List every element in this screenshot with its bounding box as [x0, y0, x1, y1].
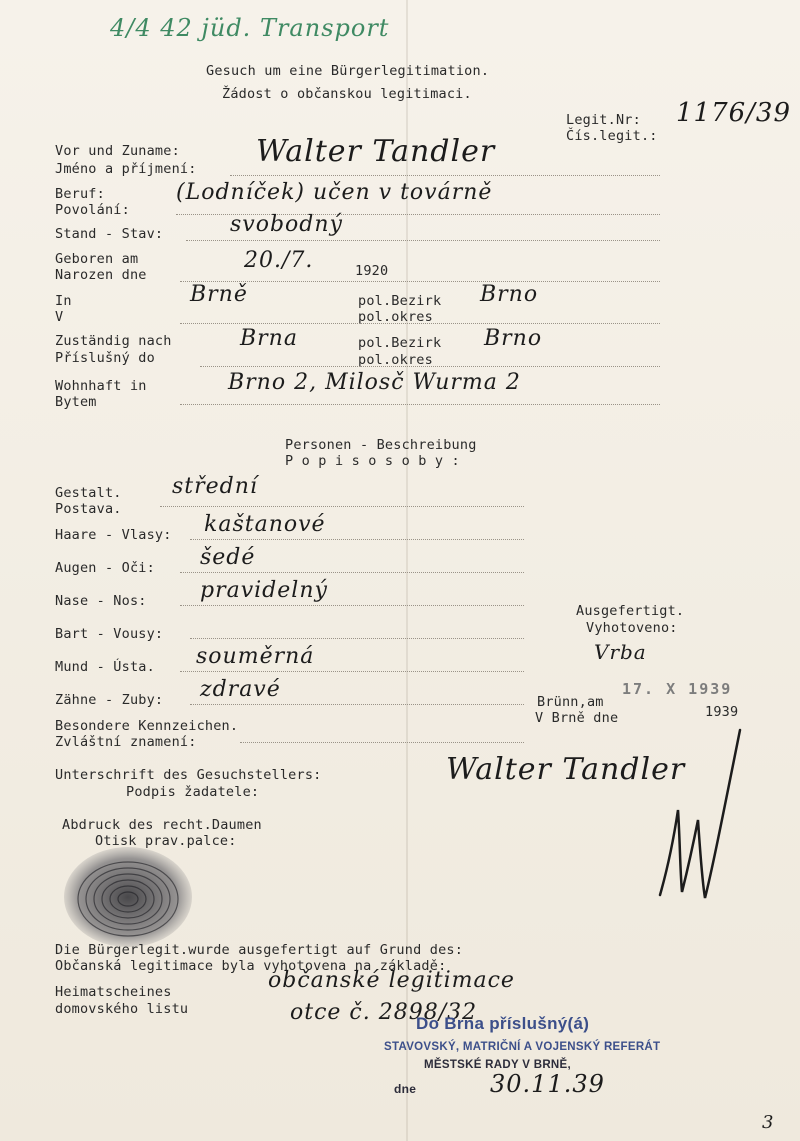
- description-title-cz: P o p i s o s o b y :: [285, 453, 460, 469]
- page-number: 3: [762, 1112, 775, 1133]
- birthplace-label-cz: V: [55, 309, 64, 325]
- mund-label: Mund - Ústa.: [55, 659, 155, 675]
- bart-label: Bart - Vousy:: [55, 626, 164, 642]
- occupation-value: (Lodníček) učen v továrně: [176, 180, 493, 205]
- zahne-label: Zähne - Zuby:: [55, 692, 164, 708]
- name-value: Walter Tandler: [256, 134, 496, 169]
- status-value: svobodný: [230, 212, 343, 237]
- basis-value-2: otce č. 2898/32: [290, 1000, 478, 1025]
- form-title-de: Gesuch um eine Bürgerlegitimation.: [206, 63, 490, 79]
- gestalt-label: Gestalt.: [55, 485, 122, 501]
- zustandig-district-label-cz: pol.okres: [358, 352, 433, 368]
- stamp-line-1: Do Brna příslušný(á): [416, 1014, 590, 1033]
- zustandig-value: Brna: [240, 326, 298, 351]
- issued-date-stamp: 17. X 1939: [622, 680, 733, 698]
- haare-label: Haare - Vlasy:: [55, 527, 172, 543]
- birthplace-line: [180, 323, 660, 324]
- occupation-label-cz: Povolání:: [55, 202, 130, 218]
- augen-line: [180, 572, 524, 573]
- special-marks-label-de: Besondere Kennzeichen.: [55, 718, 239, 734]
- form-title-cz: Žádost o občanskou legitimaci.: [222, 86, 472, 102]
- nase-value: pravidelný: [200, 578, 328, 603]
- thumb-label-cz: Otisk prav.palce:: [95, 833, 237, 849]
- stamp-date-value: 30.11.39: [490, 1070, 605, 1098]
- zustandig-label-de: Zuständig nach: [55, 333, 172, 349]
- name-line: [230, 175, 660, 176]
- heimat-label-cz: domovského listu: [55, 1001, 189, 1017]
- zustandig-label-cz: Příslušný do: [55, 350, 155, 366]
- issued-label-cz: Vyhotoveno:: [586, 620, 678, 636]
- born-year: 1920: [355, 263, 389, 279]
- birthplace-district-label-de: pol.Bezirk: [358, 293, 442, 309]
- gestalt-value: střední: [172, 474, 258, 499]
- mund-line: [180, 671, 524, 672]
- occupation-label-de: Beruf:: [55, 186, 105, 202]
- status-line: [186, 240, 660, 241]
- stamp-line-2: STAVOVSKÝ, MATRIČNÍ A VOJENSKÝ REFERÁT: [384, 1041, 661, 1053]
- postava-label: Postava.: [55, 501, 122, 517]
- name-label-de: Vor und Zuname:: [55, 143, 180, 159]
- mund-value: souměrná: [196, 644, 315, 669]
- zahne-line: [190, 704, 524, 705]
- stamp-date-label: dne: [394, 1082, 417, 1096]
- born-label-cz: Narozen dne: [55, 267, 147, 283]
- nase-line: [180, 605, 524, 606]
- status-label: Stand - Stav:: [55, 226, 164, 242]
- thumb-label-de: Abdruck des recht.Daumen: [62, 817, 262, 833]
- stamp-line-3: MĚSTSKÉ RADY V BRNĚ,: [424, 1059, 572, 1071]
- special-marks-label-cz: Zvláštní znamení:: [55, 734, 197, 750]
- residence-line: [180, 404, 660, 405]
- bart-line: [190, 638, 524, 639]
- signature-label-cz: Podpis žadatele:: [126, 784, 260, 800]
- signature-label-de: Unterschrift des Gesuchstellers:: [55, 767, 322, 783]
- legit-number-label-de: Legit.Nr:: [566, 112, 641, 128]
- basis-line-de: Die Bürgerlegit.wurde ausgefertigt auf Grund des:: [55, 942, 464, 958]
- basis-line-cz: Občanská legitimace byla vyhotovena na základě:: [55, 958, 447, 974]
- issued-place-cz: V Brně dne: [535, 710, 619, 726]
- gestalt-line: [160, 506, 524, 507]
- issued-label-de: Ausgefertigt.: [576, 603, 685, 619]
- basis-value-1: občanské legitimace: [268, 968, 515, 993]
- issued-place-de: Brünn,am: [537, 694, 604, 710]
- zustandig-district-value: Brno: [484, 326, 543, 351]
- applicant-signature: Walter Tandler: [446, 752, 686, 787]
- thumbprint: [62, 845, 196, 949]
- birthplace-value: Brně: [190, 282, 248, 307]
- augen-value: šedé: [200, 545, 256, 570]
- born-line: [180, 281, 660, 282]
- residence-value: Brno 2, Milosč Wurma 2: [228, 370, 521, 395]
- residence-label-cz: Bytem: [55, 394, 97, 410]
- name-label-cz: Jméno a příjmení:: [55, 161, 197, 177]
- nase-label: Nase - Nos:: [55, 593, 147, 609]
- haare-value: kaštanové: [204, 512, 326, 537]
- zahne-value: zdravé: [200, 677, 281, 702]
- legit-number-value: 1176/39: [676, 98, 792, 128]
- special-marks-line: [240, 742, 524, 743]
- born-value: 20./7.: [244, 248, 314, 273]
- augen-label: Augen - Oči:: [55, 560, 155, 576]
- issued-year: 1939: [705, 704, 739, 720]
- born-label-de: Geboren am: [55, 251, 139, 267]
- birthplace-district-value: Brno: [480, 282, 539, 307]
- zustandig-line: [200, 366, 660, 367]
- zustandig-district-label-de: pol.Bezirk: [358, 335, 442, 351]
- haare-line: [190, 539, 524, 540]
- issued-signature: Vrba: [594, 640, 647, 664]
- residence-label-de: Wohnhaft in: [55, 378, 147, 394]
- legit-number-label-cz: Čís.legit.:: [566, 128, 658, 144]
- top-annotation: 4/4 42 jüd. Transport: [110, 14, 390, 42]
- official-signature: [650, 720, 750, 910]
- heimat-label-de: Heimatscheines: [55, 984, 172, 1000]
- birthplace-label-de: In: [55, 293, 72, 309]
- birthplace-district-label-cz: pol.okres: [358, 309, 433, 325]
- description-title-de: Personen - Beschreibung: [285, 437, 477, 453]
